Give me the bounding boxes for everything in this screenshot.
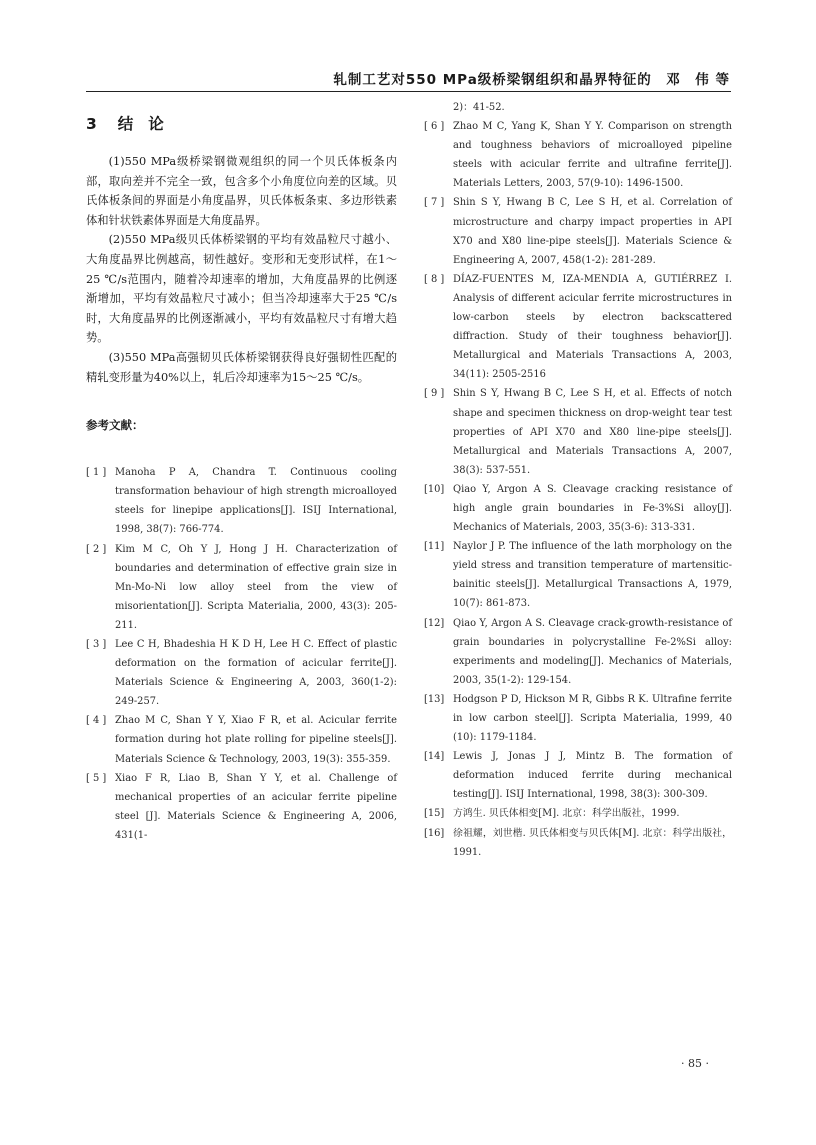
reference-item-14 xyxy=(424,747,732,804)
reference-number: [15] xyxy=(424,808,445,820)
page-number: · 85 · xyxy=(681,1057,709,1070)
reference-text: Xiao F R, Liao B, Shan Y Y, et al. Challenge of mechanical properties of an acicular ferrite pipeline steel [J]. Materials Science & Engineering A, 2006, 431(1- xyxy=(115,772,397,841)
reference-item-13 xyxy=(424,690,732,747)
references-heading: 参考文献： xyxy=(86,418,144,433)
reference-number: [14] xyxy=(424,751,445,763)
reference-number: [10] xyxy=(424,483,445,495)
left-column xyxy=(86,112,397,845)
reference-item-3 xyxy=(86,635,397,711)
reference-text: DÍAZ-FUENTES M, IZA-MENDIA A, GUTIÉRREZ I. Analysis of different acicular ferrite microstructures in low-carbon steels by electron backscattered diffraction. Study of their toughness behavior[J]. Metallurgical and Materials Transactions A, 2003, 34(11): 2505-2516 xyxy=(453,273,732,381)
reference-number: [ 9 ] xyxy=(424,388,445,400)
reference-item-2 xyxy=(86,540,397,635)
reference-item-11 xyxy=(424,537,732,613)
reference-text: Shin S Y, Hwang B C, Lee S H, et al. Effects of notch shape and specimen thickness on drop-weight tear test properties of API X70 and X80 line-pipe steels[J]. Metallurgical and Materials Transactions A, 2007, 38(3): 537-551. xyxy=(453,388,732,476)
reference-item-4 xyxy=(86,711,397,768)
reference-text: Kim M C, Oh Y J, Hong J H. Characterization of boundaries and determination of effective grain size in Mn-Mo-Ni low alloy steel from the view of misorientation[J]. Scripta Materialia, 2000, 43(3): 205-211. xyxy=(115,543,397,631)
reference-item-6 xyxy=(424,117,732,193)
right-column xyxy=(424,98,732,862)
reference-item-1 xyxy=(86,463,397,539)
reference-text: Shin S Y, Hwang B C, Lee S H, et al. Correlation of microstructure and charpy impact properties in API X70 and X80 line-pipe steels[J]. Materials Science & Engineering A, 2007, 458(1-2): 281-289. xyxy=(453,197,732,266)
reference-text: Qiao Y, Argon A S. Cleavage crack-growth-resistance of grain boundaries in polycrystalline Fe-2%Si alloy: experiments and modeling[J]. Mechanics of Materials, 2003, 35(1-2): 129-154. xyxy=(453,617,732,686)
reference-text: Qiao Y, Argon A S. Cleavage cracking resistance of high angle grain boundaries in Fe-3%Si alloy[J]. Mechanics of Materials, 2003, 35(3-6): 313-331. xyxy=(453,483,732,534)
reference-number: [ 7 ] xyxy=(424,197,445,209)
reference-item-16 xyxy=(424,824,732,862)
reference-item-7 xyxy=(424,193,732,269)
reference-number: [16] xyxy=(424,827,445,839)
reference-number: [13] xyxy=(424,693,445,705)
reference-text: Zhao M C, Yang K, Shan Y Y. Comparison on strength and toughness behaviors of microalloyed pipeline steels with acicular ferrite and ultrafine ferrite[J]. Materials Letters, 2003, 57(9-10): 1496-1500. xyxy=(453,121,732,190)
reference-text: Manoha P A, Chandra T. Continuous cooling transformation behaviour of high strength microalloyed steels for linepipe applications[J]. ISIJ International, 1998, 38(7): 766-774. xyxy=(115,467,397,536)
reference-number: [ 4 ] xyxy=(86,715,107,727)
reference-text: Zhao M C, Shan Y Y, Xiao F R, et al. Acicular ferrite formation during hot plate rolling for pipeline steels[J]. Materials Science & Technology, 2003, 19(3): 355-359. xyxy=(115,715,397,765)
section-title xyxy=(86,112,397,134)
reference-number: [ 3 ] xyxy=(86,638,107,650)
reference-number: [ 1 ] xyxy=(86,467,107,479)
reference-number: [ 6 ] xyxy=(424,121,445,133)
reference-text: Hodgson P D, Hickson M R, Gibbs R K. Ultrafine ferrite in low carbon steel[J]. Scripta Materialia, 1999, 40 (10): 1179-1184. xyxy=(453,693,732,744)
reference-number: [ 8 ] xyxy=(424,273,445,285)
reference-item-9 xyxy=(424,384,732,479)
reference-text: Lee C H, Bhadeshia H K D H, Lee H C. Effect of plastic deformation on the formation of acicular ferrite[J]. Materials Science & Engineering A, 2003, 360(1-2): 249-257. xyxy=(115,638,397,708)
conclusion-paragraph-2: (2)550 MPa级贝氏体桥梁钢的平均有效晶粒尺寸越小、大角度晶界比例越高，韧性越好。变形和无变形试样，在1～25 ℃/s范围内，随着冷却速率的增加，大角度晶界的比例逐渐增加，平均有效晶粒尺寸减小；但当冷却速率大于25 ℃/s时，大角度晶界的比例逐渐减小，平均有效晶粒尺寸有增大趋势。 xyxy=(86,233,397,345)
reference-number: [11] xyxy=(424,541,445,553)
reference-text: 徐祖耀，刘世楷. 贝氏体相变与贝氏体[M]. 北京：科学出版社，1991. xyxy=(453,827,732,858)
conclusion-paragraph-1: (1)550 MPa级桥梁钢微观组织的同一个贝氏体板条内部，取向差并不完全一致，包含多个小角度位向差的区域。贝氏体板条间的界面是小角度晶界，贝氏体板条束、多边形铁素体和针状铁素体界面是大角度晶界。 xyxy=(86,155,397,227)
reference-text: 方鸿生. 贝氏体相变[M]. 北京：科学出版社，1999. xyxy=(453,808,680,820)
header-rule xyxy=(86,91,731,92)
reference-item-5 xyxy=(86,769,397,845)
section-number: 3 xyxy=(86,115,98,133)
reference-item-12 xyxy=(424,614,732,690)
reference-item-8 xyxy=(424,270,732,385)
running-header: 轧制工艺对550 MPa级桥梁钢组织和晶界特征的 邓 伟 等 xyxy=(333,72,730,88)
conclusion-paragraph-3: (3)550 MPa高强韧贝氏体桥梁钢获得良好强韧性匹配的精轧变形量为40%以上，轧后冷却速率为15～25 ℃/s。 xyxy=(86,350,397,384)
reference-number: [ 5 ] xyxy=(86,772,107,784)
reference-continuation: 2)：41-52. xyxy=(453,102,505,113)
reference-text: Lewis J, Jonas J J, Mintz B. The formation of deformation induced ferrite during mechanical testing[J]. ISIJ International, 1998, 38(3): 300-309. xyxy=(453,751,732,801)
reference-item-15 xyxy=(424,804,732,823)
reference-number: [ 2 ] xyxy=(86,543,107,555)
reference-item-10 xyxy=(424,480,732,537)
reference-text: Naylor J P. The influence of the lath morphology on the yield stress and transition temperature of martensitic-bainitic steels[J]. Metallurgical Transactions A, 1979, 10(7): 861-873. xyxy=(453,541,732,610)
section-title-text: 结论 xyxy=(117,115,179,133)
reference-number: [12] xyxy=(424,617,445,629)
